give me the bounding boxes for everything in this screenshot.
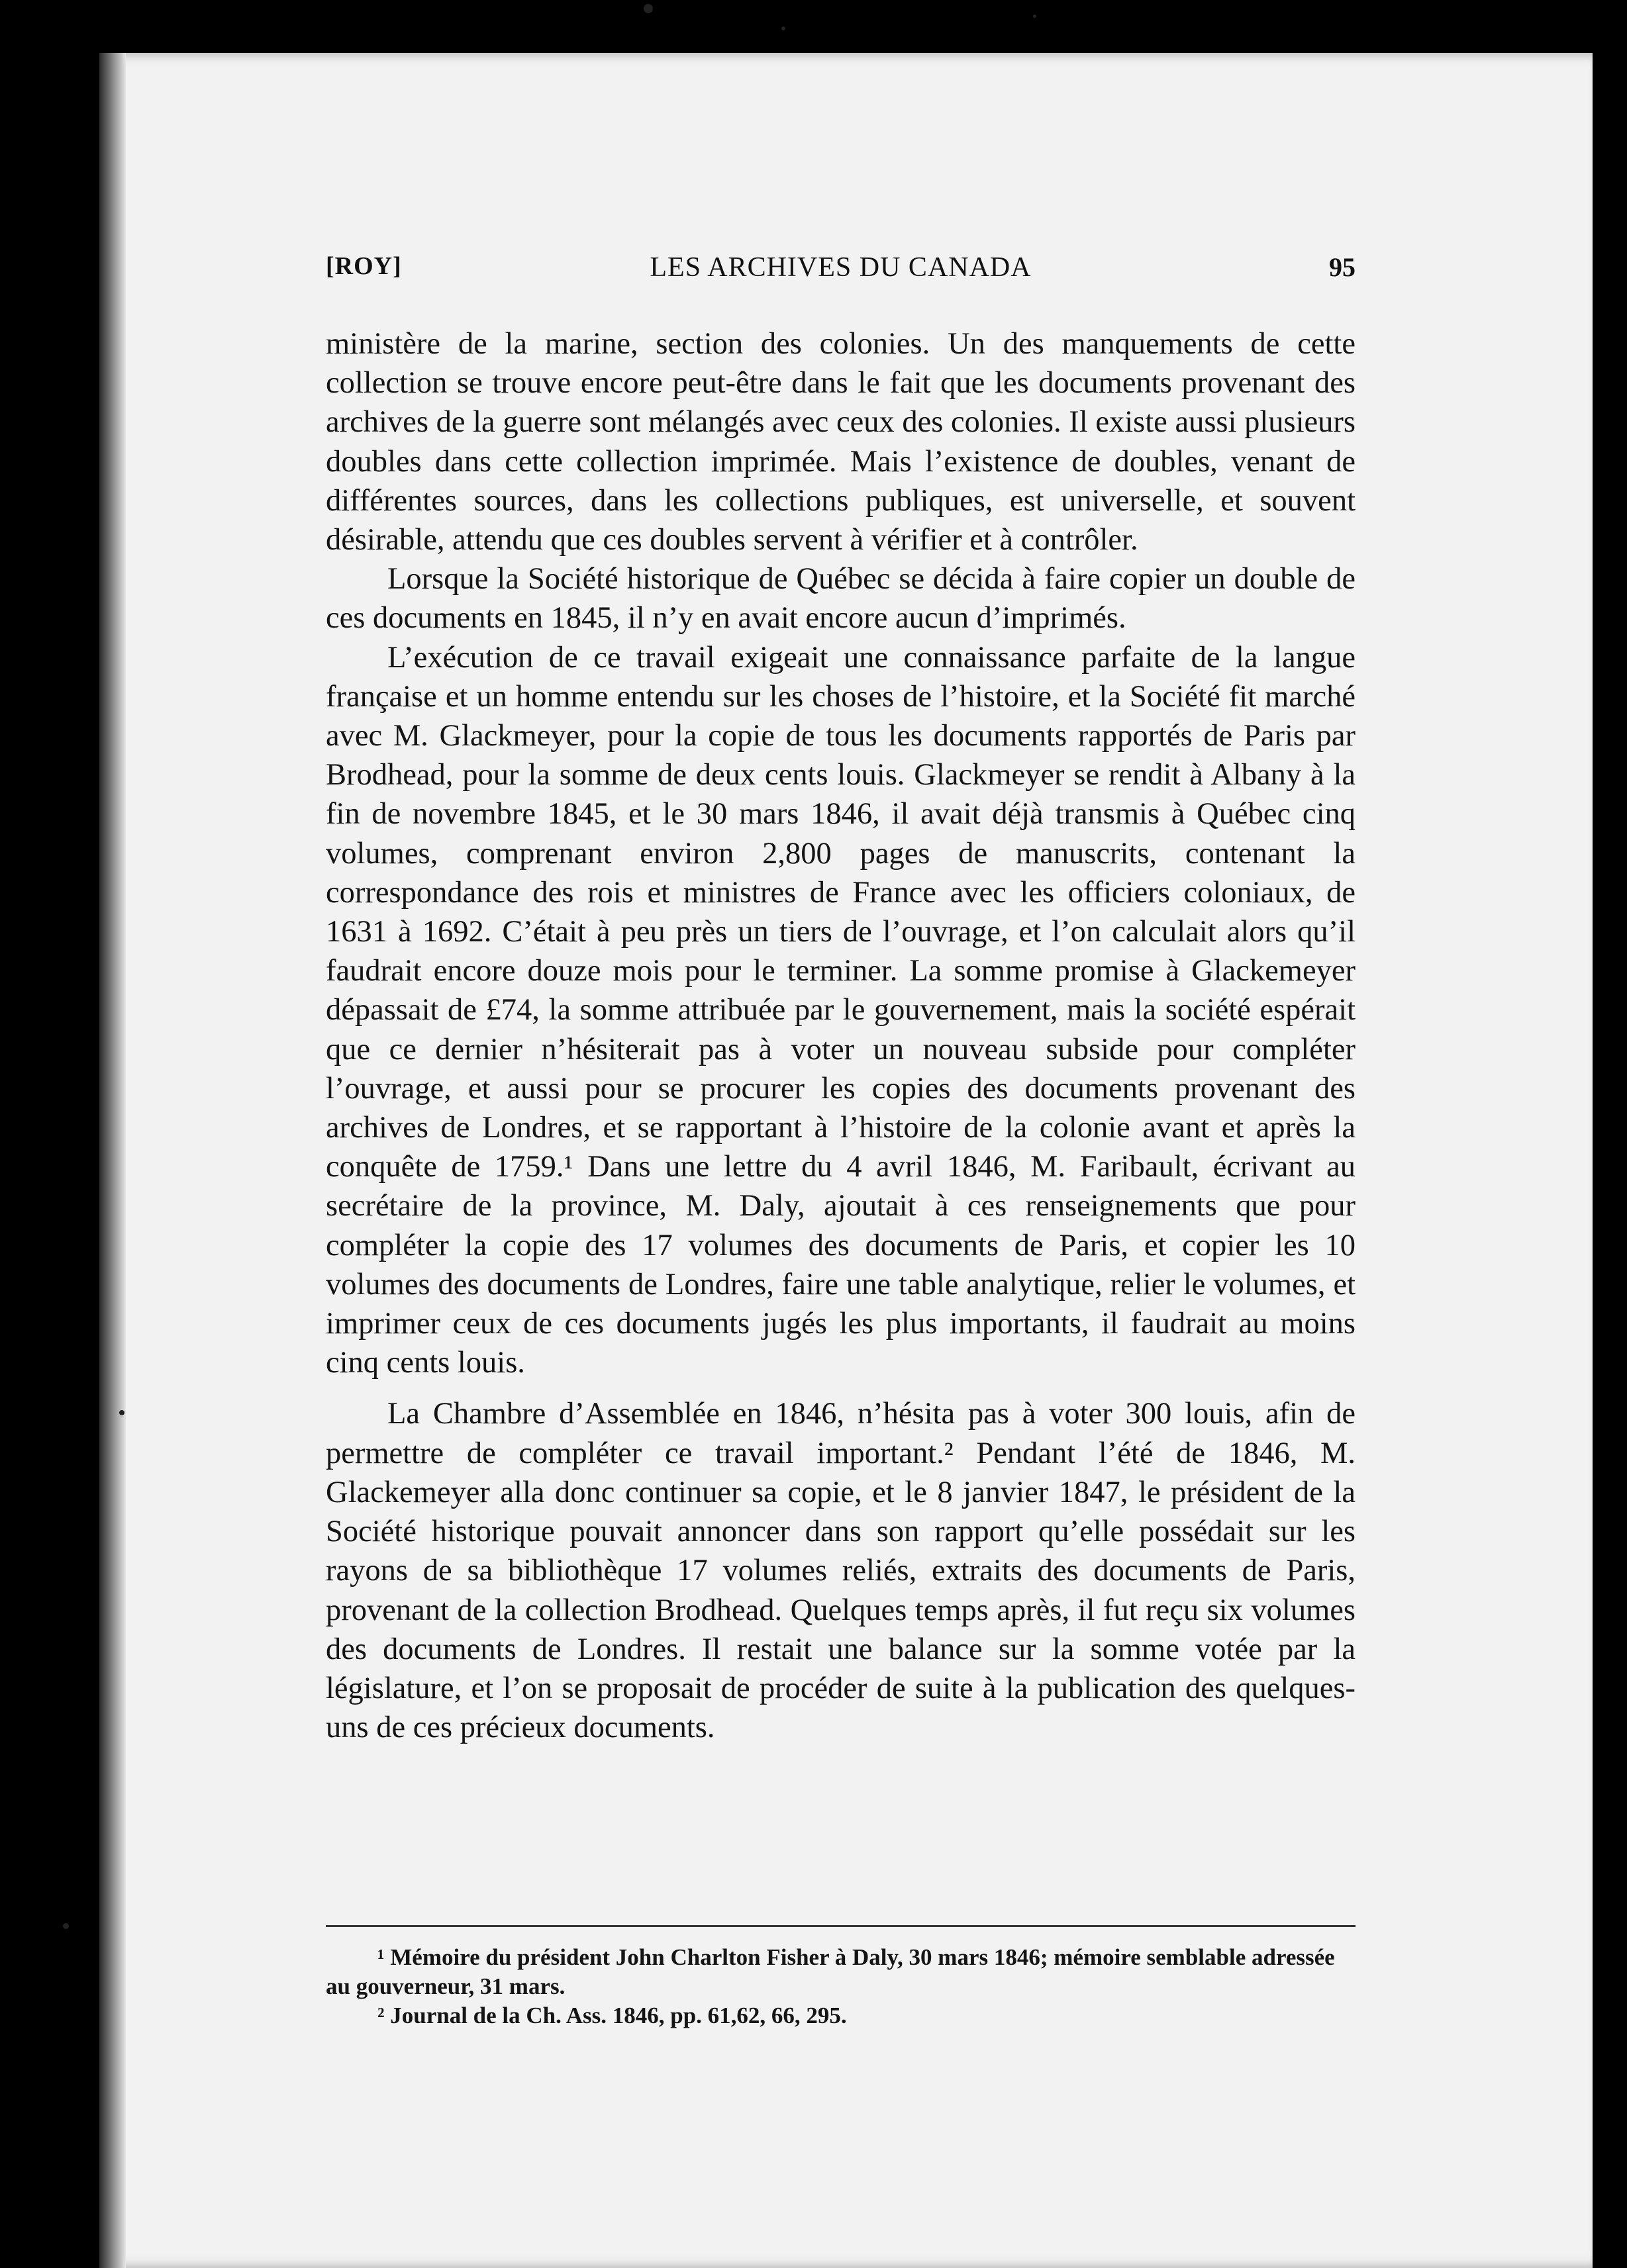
- body-text: [326, 324, 1356, 1747]
- dust-speck: [119, 1410, 124, 1415]
- footnotes: [326, 1943, 1356, 2030]
- footnote: ¹ Mémoire du président John Charlton Fisher à Daly, 30 mars 1846; mémoire semblable adressée au gouverneur, 31 mars.: [326, 1944, 1335, 1999]
- paragraph: ministère de la marine, section des colonies. Un des manquements de cette collection se trouve encore peut-être dans le fait que les documents provenant des archives de la guerre sont mélangés avec ceux des colonies. Il existe aussi plusieurs doubles dans cette collection imprimée. Mais l’existence de doubles, venant de différentes sources, dans les collections publiques, est universelle, et souvent désirable, attendu que ces doubles servent à vérifier et à contrôler.: [326, 327, 1356, 557]
- binding-gutter: [99, 53, 126, 2268]
- dust-speck: [644, 4, 653, 13]
- header-author: [ROY]: [326, 252, 402, 280]
- page-number: 95: [1329, 252, 1356, 282]
- running-header: [326, 252, 1356, 291]
- dust-speck: [781, 26, 785, 30]
- paragraph: La Chambre d’Assemblée en 1846, n’hésita pas à voter 300 louis, afin de permettre de compléter ce travail important.² Pendant l’été de 1846, M. Glackemeyer alla donc continuer sa copie, et le 8 janvier 1847, le président de la Société historique pouvait annoncer dans son rapport qu’elle possédait sur les rayons de sa bibliothèque 17 volumes reliés, extraits des documents de Paris, provenant de la collection Brodhead. Quelques temps après, il fut reçu six volumes des documents de Londres. Il restait une balance sur la somme votée par la législature, et l’on se proposait de procéder de suite à la publication des quelques-uns de ces précieux documents.: [326, 1397, 1356, 1745]
- dust-speck: [63, 1923, 69, 1929]
- paragraph: L’exécution de ce travail exigeait une connaissance parfaite de la langue française et un homme entendu sur les choses de l’histoire, et la Société fit marché avec M. Glackmeyer, pour la copie de tous les documents rapportés de Paris par Brodhead, pour la somme de deux cents louis. Glackmeyer se rendit à Albany à la fin de novembre 1845, et le 30 mars 1846, il avait déjà transmis à Québec cinq volumes, comprenant environ 2,800 pages de manuscrits, contenant la correspondance des rois et ministres de France avec les officiers coloniaux, de 1631 à 1692. C’était à peu près un tiers de l’ouvrage, et l’on calculait alors qu’il faudrait encore douze mois pour le terminer. La somme promise à Glackemeyer dépassait de £74, la somme attribuée par le gouvernement, mais la société espérait que ce dernier n’hésiterait pas à voter un nouveau subside pour compléter l’ouvrage, et aussi pour se procurer les copies des documents provenant des archives de Londres, et se rapportant à l’histoire de la colonie avant et après la conquête de 1759.¹ Dans une lettre du 4 avril 1846, M. Faribault, écrivant au secrétaire de la province, M. Daly, ajoutait à ces renseignements que pour compléter la copie des 17 volumes des documents de Paris, et copier les 10 volumes des documents de Londres, faire une table analytique, relier le volumes, et imprimer ceux de ces documents jugés les plus importants, il faudrait au moins cinq cents louis.: [326, 640, 1356, 1380]
- footnote-divider: [326, 1925, 1356, 1927]
- paragraph: Lorsque la Société historique de Québec se décida à faire copier un double de ces documents en 1845, il n’y en avait encore aucun d’imprimés.: [326, 562, 1356, 636]
- dust-speck: [1033, 15, 1036, 18]
- header-title: LES ARCHIVES DU CANADA: [650, 252, 1032, 283]
- footnote: ² Journal de la Ch. Ass. 1846, pp. 61,62, 66, 295.: [377, 2003, 847, 2028]
